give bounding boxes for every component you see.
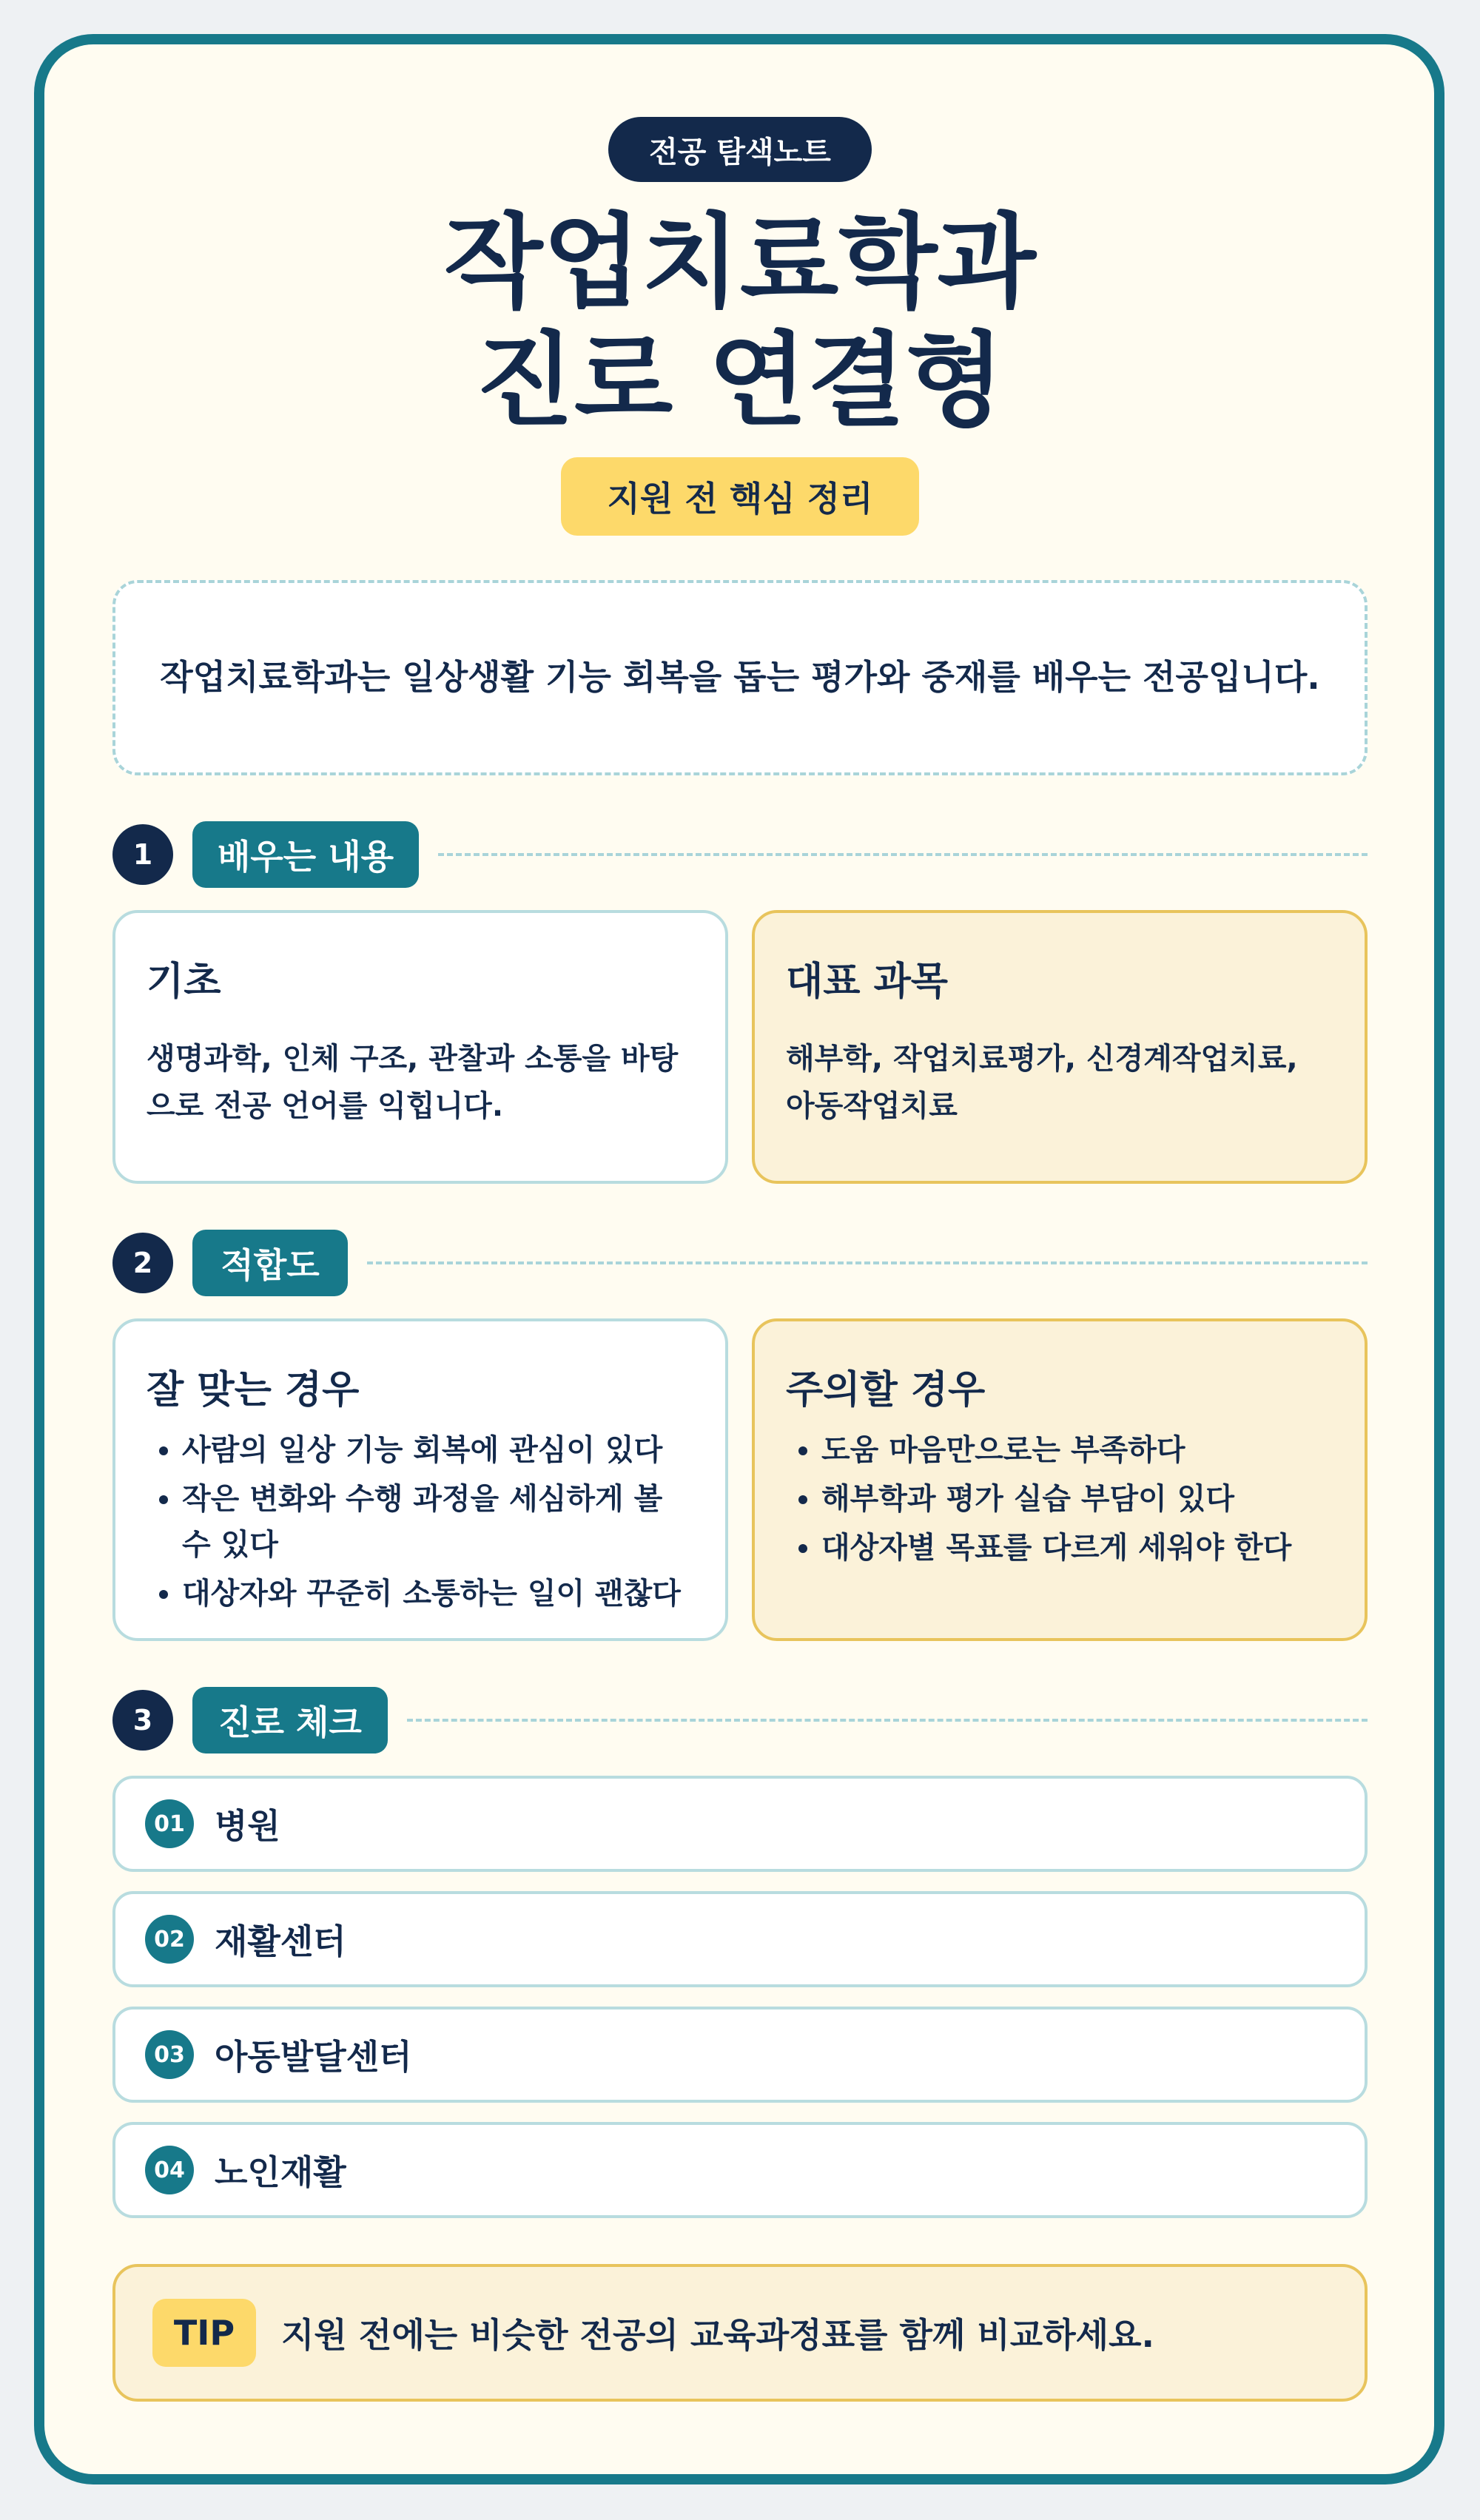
tip-box (112, 2264, 1368, 2402)
header-badge: 전공 탐색노트 (608, 117, 872, 182)
section-3-divider (407, 1719, 1368, 1722)
caution-box (752, 1318, 1368, 1641)
caution-item: • 대상자별 목표를 다르게 세워야 한다 (821, 1525, 1333, 1571)
good-fit-list (147, 1427, 694, 1617)
caution-title: 주의할 경우 (786, 1368, 986, 1412)
basics-box (112, 910, 728, 1184)
section-2-title: 적합도 (192, 1230, 348, 1296)
good-fit-item: • 대상자와 꾸준히 소통하는 일이 괜찮다 (182, 1571, 694, 1617)
career-label: 아동발달센터 (215, 2037, 412, 2077)
career-item (112, 1776, 1368, 1872)
section-3-title: 진로 체크 (192, 1687, 388, 1753)
good-fit-box (112, 1318, 728, 1641)
career-item (112, 2007, 1368, 2103)
section-2-number: 2 (112, 1233, 173, 1293)
caution-item: • 도움 마음만으로는 부족하다 (821, 1427, 1333, 1473)
intro-box (112, 580, 1368, 775)
good-fit-item: • 사람의 일상 기능 회복에 관심이 있다 (182, 1427, 694, 1473)
career-label: 노인재활 (215, 2152, 346, 2192)
career-item (112, 2122, 1368, 2218)
section-3-number: 3 (112, 1690, 173, 1751)
section-1-number: 1 (112, 824, 173, 885)
section-1-divider (438, 853, 1368, 856)
caution-item: • 해부학과 평가 실습 부담이 있다 (821, 1476, 1333, 1522)
basics-title: 기초 (147, 960, 221, 1004)
page-title-line1: 작업치료학과 (444, 203, 1036, 322)
career-number: 02 (145, 1915, 194, 1964)
career-label: 재활센터 (215, 1921, 346, 1961)
subtitle-badge: 지원 전 핵심 정리 (561, 457, 919, 536)
section-1-title: 배우는 내용 (192, 821, 419, 888)
good-fit-item: • 작은 변화와 수행 과정을 세심하게 볼 수 있다 (182, 1476, 694, 1568)
intro-text: 작업치료학과는 일상생활 기능 회복을 돕는 평가와 중재를 배우는 전공입니다. (160, 657, 1320, 698)
basics-text: 생명과학, 인체 구조, 관찰과 소통을 바탕으로 전공 언어를 익힙니다. (147, 1042, 679, 1123)
tip-badge: TIP (152, 2299, 256, 2367)
page-title-line2: 진로 연결형 (475, 321, 1005, 440)
core-courses-title: 대표 과목 (786, 960, 949, 1004)
caution-list (786, 1427, 1333, 1571)
career-number: 01 (145, 1799, 194, 1848)
career-item (112, 1891, 1368, 1987)
good-fit-title: 잘 맞는 경우 (147, 1368, 360, 1412)
core-courses-box (752, 910, 1368, 1184)
core-courses-text: 해부학, 작업치료평가, 신경계작업치료, 아동작업치료 (786, 1042, 1298, 1123)
tip-text: 지원 전에는 비슷한 전공의 교육과정표를 함께 비교하세요. (281, 2315, 1155, 2355)
career-label: 병원 (215, 1806, 280, 1846)
career-number: 03 (145, 2030, 194, 2079)
section-2-divider (367, 1261, 1368, 1264)
career-number: 04 (145, 2146, 194, 2194)
